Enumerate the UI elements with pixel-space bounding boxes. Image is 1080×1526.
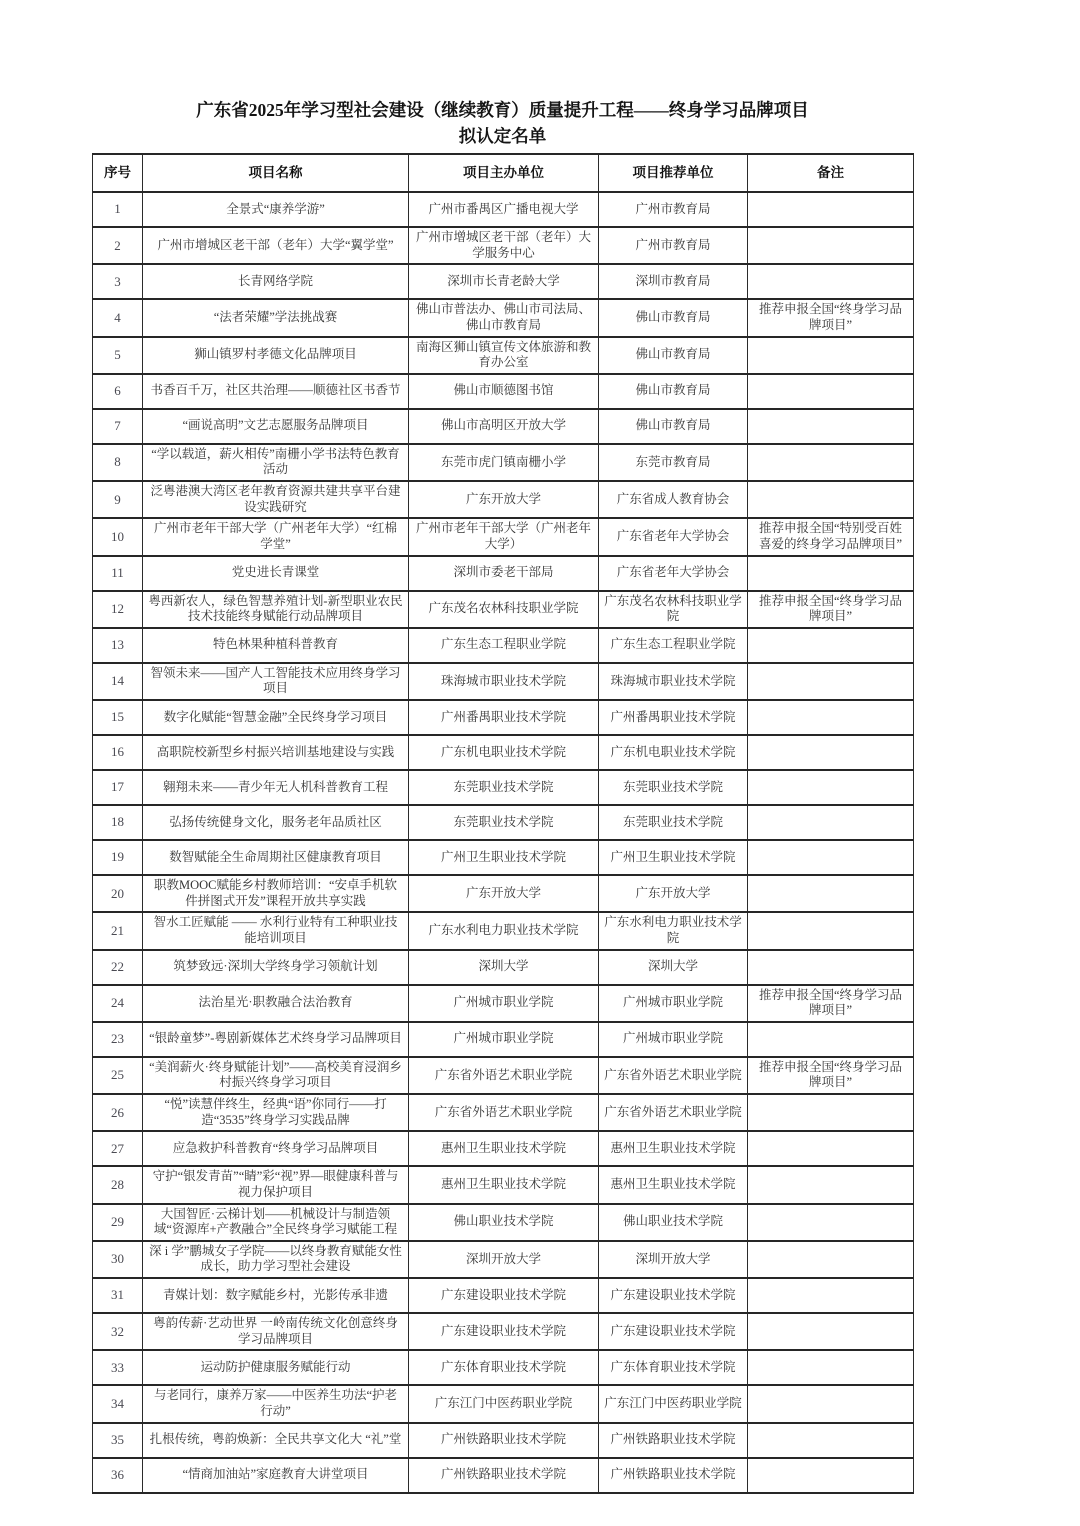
- remark-cell: [748, 1094, 914, 1131]
- project-name-cell: 智水工匠赋能 —— 水利行业特有工种职业技能培训项目: [143, 912, 409, 949]
- row-number-cell: 3: [93, 264, 143, 299]
- column-header-number: 序号: [93, 154, 143, 192]
- host-unit-cell: 东莞市虎门镇南栅小学: [409, 444, 599, 481]
- project-name-cell: 高职院校新型乡村振兴培训基地建设与实践: [143, 735, 409, 770]
- recommend-unit-cell: 惠州卫生职业技术学院: [599, 1166, 748, 1203]
- remark-cell: [748, 912, 914, 949]
- row-number-cell: 15: [93, 700, 143, 735]
- row-number-cell: 28: [93, 1166, 143, 1203]
- host-unit-cell: 广州铁路职业技术学院: [409, 1458, 599, 1493]
- recommend-unit-cell: 广东江门中医药职业学院: [599, 1385, 748, 1422]
- host-unit-cell: 深圳大学: [409, 950, 599, 985]
- row-number-cell: 8: [93, 444, 143, 481]
- remark-cell: [748, 1423, 914, 1458]
- project-name-cell: 粤韵传薪·艺动世界 一岭南传统文化创意终身学习品牌项目: [143, 1313, 409, 1350]
- recommend-unit-cell: 广东建设职业技术学院: [599, 1313, 748, 1350]
- project-name-cell: “画说高明”文艺志愿服务品牌项目: [143, 409, 409, 444]
- row-number-cell: 26: [93, 1094, 143, 1131]
- row-number-cell: 36: [93, 1458, 143, 1493]
- project-name-cell: “情商加油站”家庭教育大讲堂项目: [143, 1458, 409, 1493]
- remark-cell: [748, 1385, 914, 1422]
- remark-cell: 推荐申报全国“终身学习品牌项目”: [748, 299, 914, 336]
- remark-cell: [748, 700, 914, 735]
- remark-cell: [748, 337, 914, 374]
- table-row: [93, 1423, 914, 1458]
- host-unit-cell: 广东生态工程职业学院: [409, 628, 599, 663]
- recommend-unit-cell: 深圳大学: [599, 950, 748, 985]
- recommend-unit-cell: 广东省外语艺术职业学院: [599, 1057, 748, 1094]
- recommend-unit-cell: 广东水利电力职业技术学院: [599, 912, 748, 949]
- host-unit-cell: 广东省外语艺术职业学院: [409, 1094, 599, 1131]
- project-name-cell: 数字化赋能“智慧金融”全民终身学习项目: [143, 700, 409, 735]
- project-name-cell: 全景式“康养学游”: [143, 192, 409, 227]
- project-name-cell: “法者荣耀”学法挑战赛: [143, 299, 409, 336]
- recommend-unit-cell: 惠州卫生职业技术学院: [599, 1131, 748, 1166]
- host-unit-cell: 深圳市委老干部局: [409, 556, 599, 591]
- remark-cell: [748, 264, 914, 299]
- table-row: [93, 1057, 914, 1094]
- table-row: [93, 1022, 914, 1057]
- table-row: [93, 1458, 914, 1493]
- recommend-unit-cell: 广州番禺职业技术学院: [599, 700, 748, 735]
- projects-table: [92, 153, 914, 1494]
- recommend-unit-cell: 广州市教育局: [599, 227, 748, 264]
- host-unit-cell: 佛山市普法办、佛山市司法局、佛山市教育局: [409, 299, 599, 336]
- host-unit-cell: 广州市增城区老干部（老年）大学服务中心: [409, 227, 599, 264]
- table-row: [93, 1385, 914, 1422]
- host-unit-cell: 东莞职业技术学院: [409, 805, 599, 840]
- remark-cell: [748, 1458, 914, 1493]
- remark-cell: [748, 1131, 914, 1166]
- remark-cell: [748, 1313, 914, 1350]
- host-unit-cell: 广州卫生职业技术学院: [409, 840, 599, 875]
- table-row: [93, 663, 914, 700]
- table-row: [93, 264, 914, 299]
- host-unit-cell: 广东建设职业技术学院: [409, 1278, 599, 1313]
- host-unit-cell: 广州铁路职业技术学院: [409, 1423, 599, 1458]
- project-name-cell: 书香百千万，社区共治理——顺德社区书香节: [143, 374, 409, 409]
- remark-cell: [748, 840, 914, 875]
- recommend-unit-cell: 广东省外语艺术职业学院: [599, 1094, 748, 1131]
- recommend-unit-cell: 佛山市教育局: [599, 374, 748, 409]
- project-name-cell: 法治星光·职教融合法治教育: [143, 985, 409, 1022]
- row-number-cell: 27: [93, 1131, 143, 1166]
- project-name-cell: 智领未来——国产人工智能技术应用终身学习项目: [143, 663, 409, 700]
- host-unit-cell: 惠州卫生职业技术学院: [409, 1166, 599, 1203]
- column-header-remark: 备注: [748, 154, 914, 192]
- project-name-cell: 扎根传统，粤韵焕新：全民共享文化大 “礼”堂: [143, 1423, 409, 1458]
- remark-cell: [748, 1278, 914, 1313]
- host-unit-cell: 深圳市长青老龄大学: [409, 264, 599, 299]
- remark-cell: 推荐申报全国“终身学习品牌项目”: [748, 591, 914, 628]
- remark-cell: [748, 770, 914, 805]
- host-unit-cell: 佛山职业技术学院: [409, 1204, 599, 1241]
- remark-cell: 推荐申报全国“特别受百姓喜爱的终身学习品牌项目”: [748, 518, 914, 555]
- host-unit-cell: 广州城市职业学院: [409, 985, 599, 1022]
- remark-cell: [748, 875, 914, 912]
- recommend-unit-cell: 广东茂名农林科技职业学院: [599, 591, 748, 628]
- project-name-cell: 运动防护健康服务赋能行动: [143, 1350, 409, 1385]
- row-number-cell: 30: [93, 1241, 143, 1278]
- table-row: [93, 628, 914, 663]
- table-row: [93, 735, 914, 770]
- table-row: [93, 1241, 914, 1278]
- remark-cell: [748, 1022, 914, 1057]
- project-name-cell: 长青网络学院: [143, 264, 409, 299]
- row-number-cell: 10: [93, 518, 143, 555]
- row-number-cell: 2: [93, 227, 143, 264]
- table-row: [93, 591, 914, 628]
- row-number-cell: 19: [93, 840, 143, 875]
- row-number-cell: 17: [93, 770, 143, 805]
- row-number-cell: 33: [93, 1350, 143, 1385]
- host-unit-cell: 广东江门中医药职业学院: [409, 1385, 599, 1422]
- table-row: [93, 840, 914, 875]
- recommend-unit-cell: 佛山市教育局: [599, 337, 748, 374]
- project-name-cell: 狮山镇罗村孝德文化品牌项目: [143, 337, 409, 374]
- remark-cell: [748, 1166, 914, 1203]
- host-unit-cell: 广州番禺职业技术学院: [409, 700, 599, 735]
- host-unit-cell: 东莞职业技术学院: [409, 770, 599, 805]
- remark-cell: [748, 481, 914, 518]
- table-row: [93, 950, 914, 985]
- table-row: [93, 1313, 914, 1350]
- host-unit-cell: 广州市番禺区广播电视大学: [409, 192, 599, 227]
- row-number-cell: 20: [93, 875, 143, 912]
- remark-cell: [748, 1204, 914, 1241]
- project-name-cell: 数智赋能全生命周期社区健康教育项目: [143, 840, 409, 875]
- host-unit-cell: 珠海城市职业技术学院: [409, 663, 599, 700]
- table-row: [93, 700, 914, 735]
- host-unit-cell: 南海区狮山镇宣传文体旅游和教育办公室: [409, 337, 599, 374]
- table-row: [93, 1350, 914, 1385]
- host-unit-cell: 广州市老年干部大学（广州老年大学）: [409, 518, 599, 555]
- project-name-cell: 泛粤港澳大湾区老年教育资源共建共享平台建设实践研究: [143, 481, 409, 518]
- remark-cell: 推荐申报全国“终身学习品牌项目”: [748, 1057, 914, 1094]
- column-header-project-name: 项目名称: [143, 154, 409, 192]
- host-unit-cell: 广东开放大学: [409, 481, 599, 518]
- row-number-cell: 31: [93, 1278, 143, 1313]
- remark-cell: [748, 192, 914, 227]
- table-row: [93, 770, 914, 805]
- row-number-cell: 14: [93, 663, 143, 700]
- recommend-unit-cell: 广东开放大学: [599, 875, 748, 912]
- table-row: [93, 481, 914, 518]
- remark-cell: [748, 1241, 914, 1278]
- row-number-cell: 35: [93, 1423, 143, 1458]
- recommend-unit-cell: 广东生态工程职业学院: [599, 628, 748, 663]
- host-unit-cell: 惠州卫生职业技术学院: [409, 1131, 599, 1166]
- remark-cell: [748, 1350, 914, 1385]
- host-unit-cell: 广州城市职业学院: [409, 1022, 599, 1057]
- document-title: [92, 97, 913, 150]
- remark-cell: [748, 628, 914, 663]
- table-row: [93, 1131, 914, 1166]
- row-number-cell: 29: [93, 1204, 143, 1241]
- recommend-unit-cell: 广州铁路职业技术学院: [599, 1423, 748, 1458]
- recommend-unit-cell: 广东机电职业技术学院: [599, 735, 748, 770]
- remark-cell: 推荐申报全国“终身学习品牌项目”: [748, 985, 914, 1022]
- table-row: [93, 444, 914, 481]
- remark-cell: [748, 735, 914, 770]
- project-name-cell: 弘扬传统健身文化，服务老年品质社区: [143, 805, 409, 840]
- row-number-cell: 5: [93, 337, 143, 374]
- row-number-cell: 6: [93, 374, 143, 409]
- remark-cell: [748, 950, 914, 985]
- project-name-cell: 应急救护科普教育“终身学习品牌项目: [143, 1131, 409, 1166]
- host-unit-cell: 广东建设职业技术学院: [409, 1313, 599, 1350]
- table-row: [93, 1204, 914, 1241]
- host-unit-cell: 广东茂名农林科技职业学院: [409, 591, 599, 628]
- row-number-cell: 25: [93, 1057, 143, 1094]
- table-row: [93, 409, 914, 444]
- table-row: [93, 1166, 914, 1203]
- recommend-unit-cell: 广东体育职业技术学院: [599, 1350, 748, 1385]
- host-unit-cell: 广东机电职业技术学院: [409, 735, 599, 770]
- document-title-line2: 拟认定名单: [458, 126, 547, 147]
- row-number-cell: 23: [93, 1022, 143, 1057]
- recommend-unit-cell: 佛山职业技术学院: [599, 1204, 748, 1241]
- remark-cell: [748, 556, 914, 591]
- row-number-cell: 21: [93, 912, 143, 949]
- project-name-cell: 深 i 学”鹏城女子学院——以终身教育赋能女性成长，助力学习型社会建设: [143, 1241, 409, 1278]
- recommend-unit-cell: 广东建设职业技术学院: [599, 1278, 748, 1313]
- row-number-cell: 18: [93, 805, 143, 840]
- row-number-cell: 4: [93, 299, 143, 336]
- remark-cell: [748, 227, 914, 264]
- recommend-unit-cell: 广东省老年大学协会: [599, 556, 748, 591]
- project-name-cell: 职教MOOC赋能乡村教师培训：“安卓手机软件拼图式开发”课程开放共享实践: [143, 875, 409, 912]
- project-name-cell: 特色林果种植科普教育: [143, 628, 409, 663]
- recommend-unit-cell: 东莞职业技术学院: [599, 805, 748, 840]
- recommend-unit-cell: 深圳开放大学: [599, 1241, 748, 1278]
- table-row: [93, 299, 914, 336]
- remark-cell: [748, 444, 914, 481]
- row-number-cell: 13: [93, 628, 143, 663]
- host-unit-cell: 广东水利电力职业技术学院: [409, 912, 599, 949]
- project-name-cell: 广州市增城区老干部（老年）大学“翼学堂”: [143, 227, 409, 264]
- project-name-cell: “美润薪火·终身赋能计划”——高校美育浸润乡村振兴终身学习项目: [143, 1057, 409, 1094]
- table-row: [93, 374, 914, 409]
- recommend-unit-cell: 佛山市教育局: [599, 299, 748, 336]
- project-name-cell: 广州市老年干部大学（广州老年大学）“红棉学堂”: [143, 518, 409, 555]
- row-number-cell: 22: [93, 950, 143, 985]
- row-number-cell: 11: [93, 556, 143, 591]
- table-row: [93, 912, 914, 949]
- table-row: [93, 227, 914, 264]
- recommend-unit-cell: 广州卫生职业技术学院: [599, 840, 748, 875]
- project-name-cell: “学以载道，薪火相传”南栅小学书法特色教育活动: [143, 444, 409, 481]
- host-unit-cell: 佛山市高明区开放大学: [409, 409, 599, 444]
- recommend-unit-cell: 广东省成人教育协会: [599, 481, 748, 518]
- project-name-cell: 青媒计划：数字赋能乡村，光影传承非遗: [143, 1278, 409, 1313]
- recommend-unit-cell: 广州城市职业学院: [599, 1022, 748, 1057]
- host-unit-cell: 深圳开放大学: [409, 1241, 599, 1278]
- host-unit-cell: 佛山市顺德图书馆: [409, 374, 599, 409]
- row-number-cell: 24: [93, 985, 143, 1022]
- remark-cell: [748, 409, 914, 444]
- table-row: [93, 875, 914, 912]
- recommend-unit-cell: 东莞职业技术学院: [599, 770, 748, 805]
- table-row: [93, 1094, 914, 1131]
- table-row: [93, 518, 914, 555]
- row-number-cell: 32: [93, 1313, 143, 1350]
- table-row: [93, 192, 914, 227]
- table-row: [93, 556, 914, 591]
- recommend-unit-cell: 深圳市教育局: [599, 264, 748, 299]
- project-name-cell: 党史进长青课堂: [143, 556, 409, 591]
- row-number-cell: 34: [93, 1385, 143, 1422]
- document-title-line1: 广东省2025年学习型社会建设（继续教育）质量提升工程——终身学习品牌项目: [196, 100, 809, 120]
- recommend-unit-cell: 广州城市职业学院: [599, 985, 748, 1022]
- row-number-cell: 9: [93, 481, 143, 518]
- table-row: [93, 337, 914, 374]
- recommend-unit-cell: 广州铁路职业技术学院: [599, 1458, 748, 1493]
- project-name-cell: 守护“银发青苗”“睛”彩“视”界—眼健康科普与视力保护项目: [143, 1166, 409, 1203]
- table-row: [93, 1278, 914, 1313]
- project-name-cell: 大国智匠·云梯计划——机械设计与制造领域“资源库+产教融合”全民终身学习赋能工程: [143, 1204, 409, 1241]
- project-name-cell: 与老同行，康养万家——中医养生功法“护老行动”: [143, 1385, 409, 1422]
- column-header-recommend-unit: 项目推荐单位: [599, 154, 748, 192]
- row-number-cell: 12: [93, 591, 143, 628]
- project-name-cell: “悦”读慧伴终生，经典“语”你同行——打造“3535”终身学习实践品牌: [143, 1094, 409, 1131]
- table-row: [93, 985, 914, 1022]
- recommend-unit-cell: 广东省老年大学协会: [599, 518, 748, 555]
- remark-cell: [748, 663, 914, 700]
- recommend-unit-cell: 广州市教育局: [599, 192, 748, 227]
- column-header-host-unit: 项目主办单位: [409, 154, 599, 192]
- recommend-unit-cell: 东莞市教育局: [599, 444, 748, 481]
- row-number-cell: 7: [93, 409, 143, 444]
- host-unit-cell: 广东开放大学: [409, 875, 599, 912]
- project-name-cell: 筑梦致远·深圳大学终身学习领航计划: [143, 950, 409, 985]
- host-unit-cell: 广东省外语艺术职业学院: [409, 1057, 599, 1094]
- row-number-cell: 1: [93, 192, 143, 227]
- host-unit-cell: 广东体育职业技术学院: [409, 1350, 599, 1385]
- table-row: [93, 805, 914, 840]
- project-name-cell: “银龄童梦”-粤剧新媒体艺术终身学习品牌项目: [143, 1022, 409, 1057]
- remark-cell: [748, 374, 914, 409]
- recommend-unit-cell: 佛山市教育局: [599, 409, 748, 444]
- project-name-cell: 翱翔未来——青少年无人机科普教育工程: [143, 770, 409, 805]
- table-header-row: [93, 154, 914, 192]
- recommend-unit-cell: 珠海城市职业技术学院: [599, 663, 748, 700]
- remark-cell: [748, 805, 914, 840]
- project-name-cell: 粤西新农人，绿色智慧养殖计划-新型职业农民技术技能终身赋能行动品牌项目: [143, 591, 409, 628]
- row-number-cell: 16: [93, 735, 143, 770]
